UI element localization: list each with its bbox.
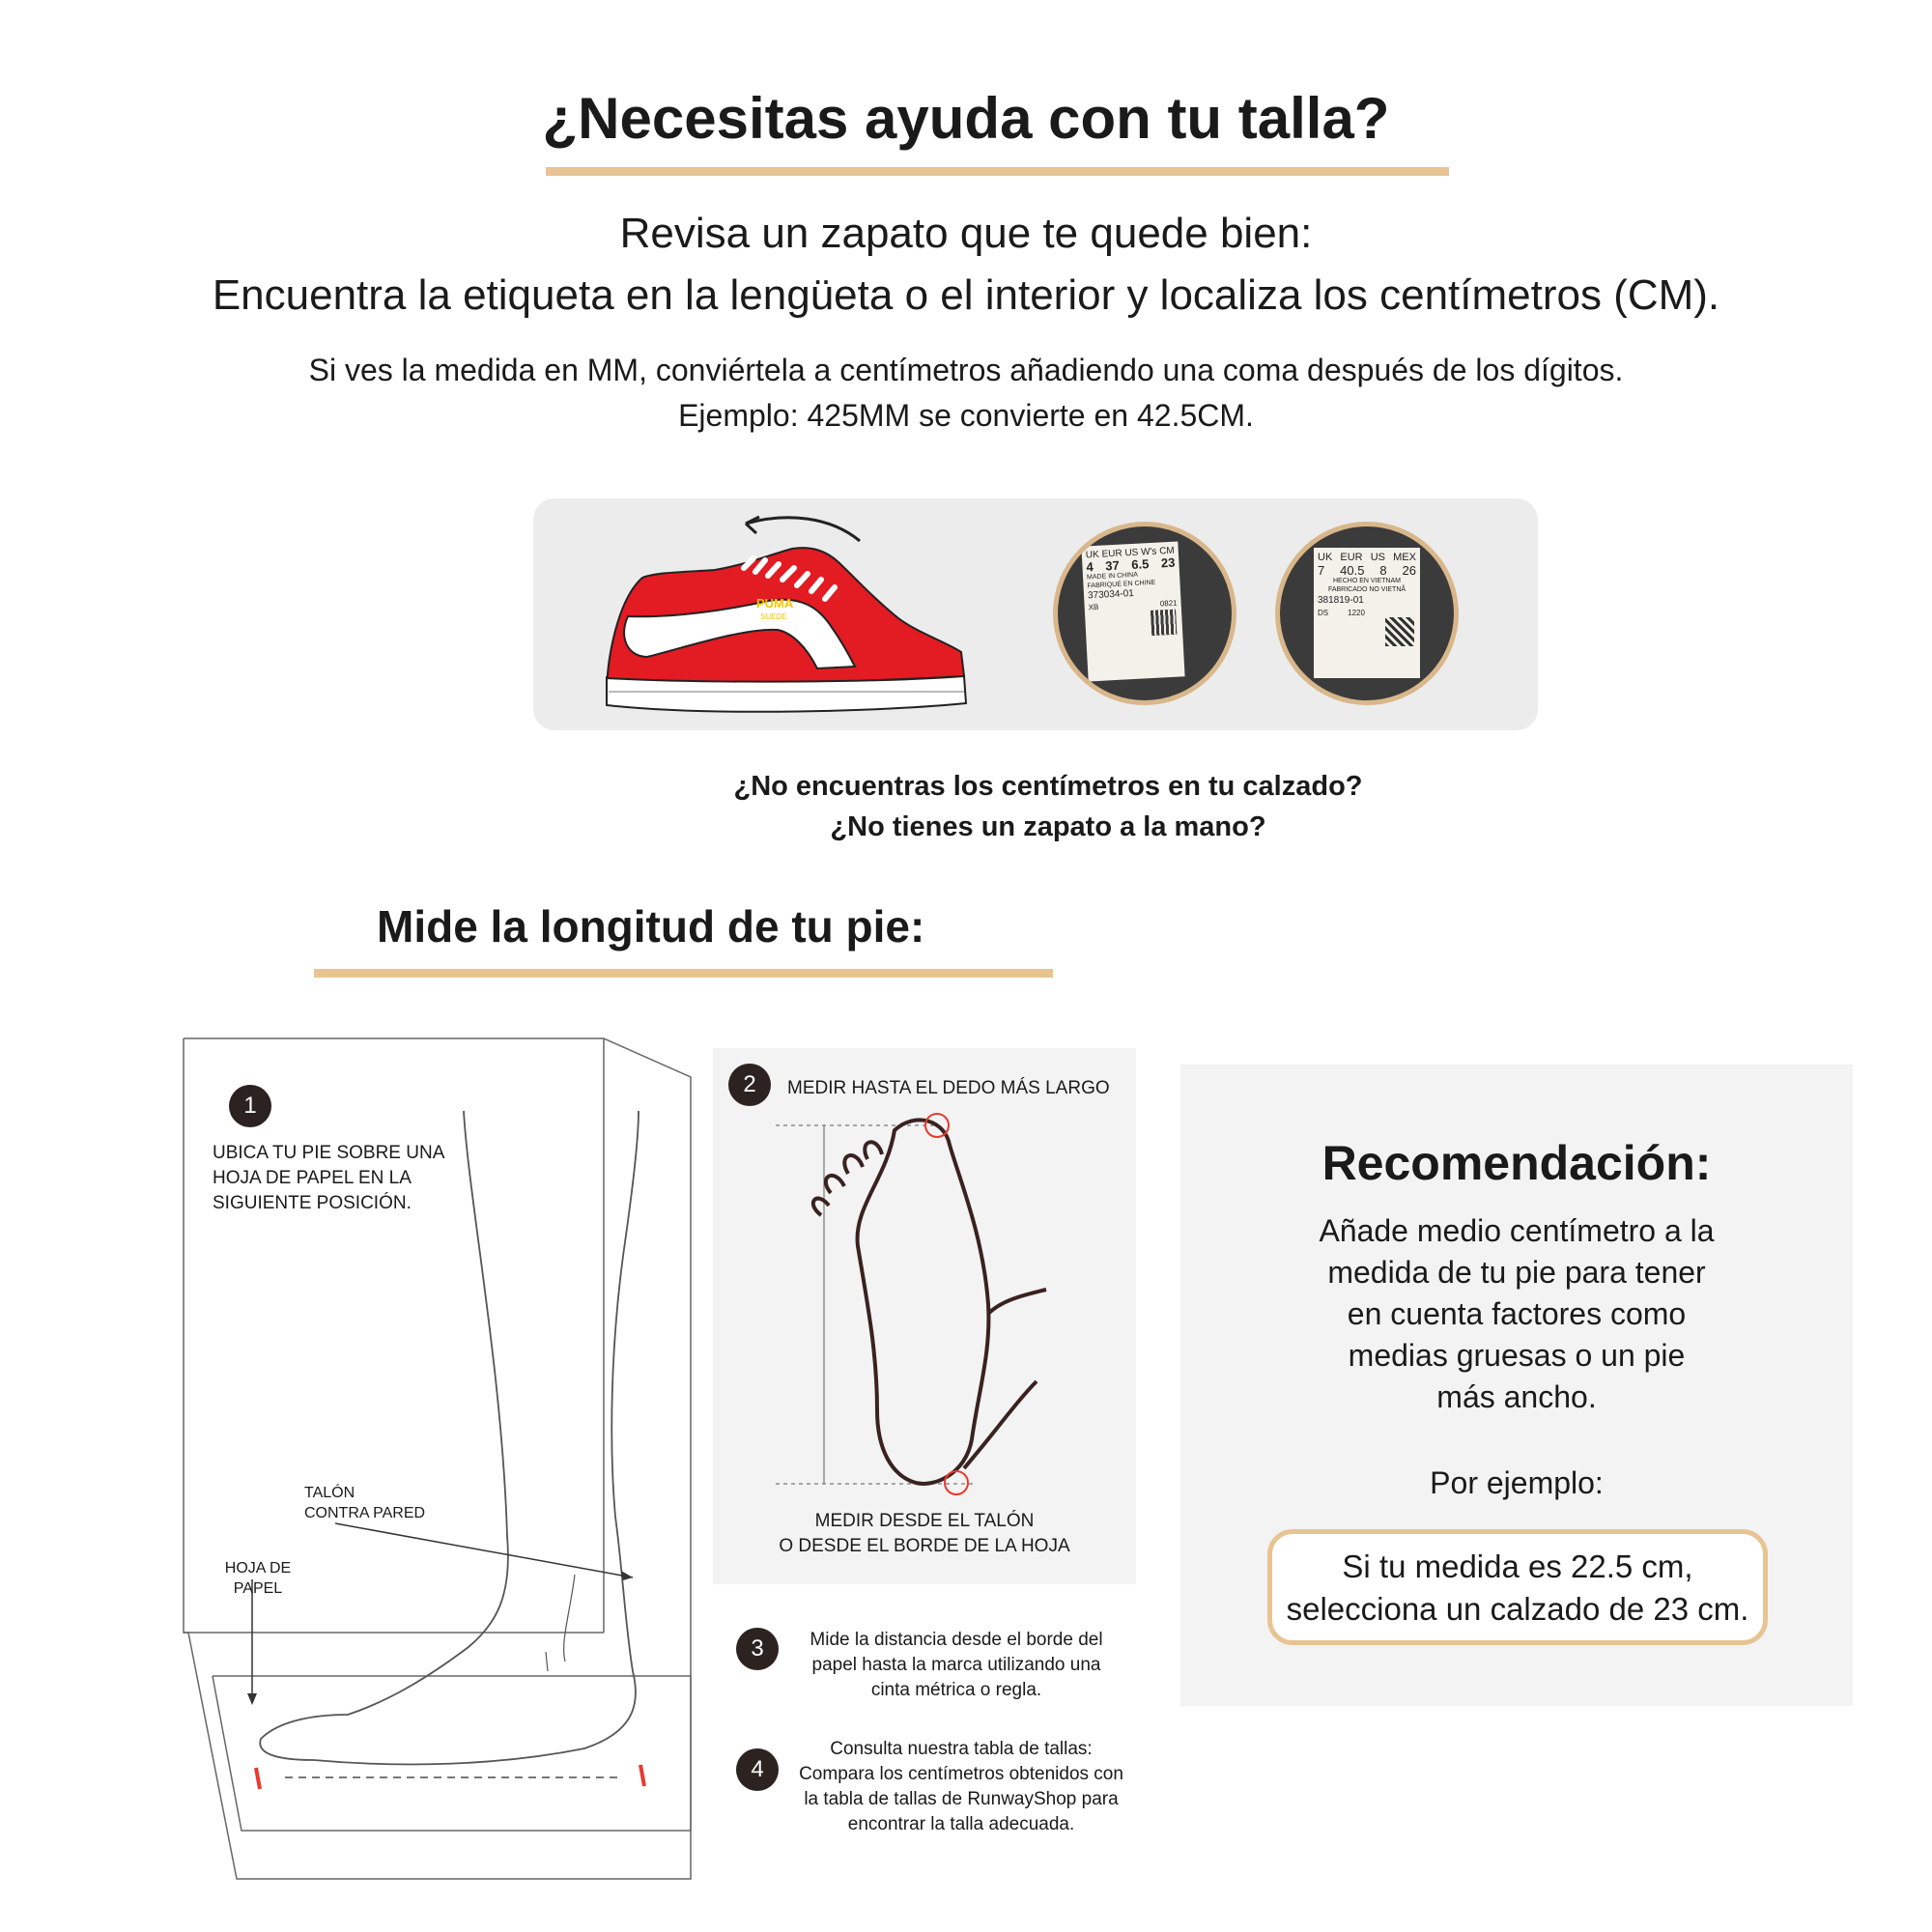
recommendation-text	[1180, 1210, 1853, 1418]
step2-bottom-text	[713, 1509, 1136, 1559]
sneaker-illustration	[599, 512, 985, 724]
label2-val-uk: 7	[1318, 563, 1325, 578]
label1-origin-1: MADE IN CHINA	[1086, 571, 1139, 582]
step1-text: UBICA TU PIE SOBRE UNA HOJA DE PAPEL EN LA SIGUIENTE POSICIÓN.	[213, 1143, 444, 1213]
paper-label	[214, 1558, 301, 1599]
label2-sub: DS	[1318, 609, 1329, 617]
label1-sub: XB	[1088, 602, 1099, 612]
recommendation-title: Recomendación:	[1321, 1136, 1712, 1190]
note-line-2: Ejemplo: 425MM se convierte en 42.5CM.	[678, 398, 1254, 433]
label1-qr-icon	[1151, 610, 1177, 636]
label2-col-us: US	[1370, 552, 1386, 563]
lead-line-1: Revisa un zapato que te quede bien:	[619, 210, 1313, 257]
example-box	[1267, 1529, 1768, 1645]
label2-col-uk: UK	[1318, 552, 1333, 563]
mm-note	[0, 348, 1932, 439]
label1-col-eur: EUR	[1101, 548, 1122, 560]
example-intro: Por ejemplo:	[1430, 1465, 1604, 1500]
size-label-photo-1	[1053, 522, 1236, 705]
label2-qr-icon	[1385, 617, 1414, 646]
label1-col-us: US W's	[1124, 546, 1157, 559]
label2-val-mex: 26	[1402, 563, 1416, 578]
label2-col-mex: MEX	[1393, 552, 1416, 563]
page-title: ¿Necesitas ayuda con tu talla?	[542, 86, 1390, 151]
size-label-tag-1	[1081, 541, 1184, 681]
label1-val-eur: 37	[1104, 557, 1121, 574]
step4-text: Consulta nuestra tabla de tallas: Compara los centímetros obtenidos con la tabla de tallas de RunwayShop para encontrar la talla adecuada.	[799, 1739, 1123, 1834]
example-line-1: Si tu medida es 22.5 cm,	[1342, 1548, 1693, 1584]
label1-batch: 0821	[1159, 598, 1178, 609]
recommendation-line-1: Añade medio centímetro a la	[1319, 1213, 1715, 1248]
measure-title-underline	[314, 969, 1053, 978]
recommendation-line-4: medias gruesas o un pie	[1348, 1338, 1686, 1373]
lead-text	[0, 203, 1932, 327]
foot-sole-illustration	[713, 1101, 1136, 1507]
step2-number-badge: 2	[728, 1064, 771, 1106]
label1-val-cm: 23	[1160, 554, 1176, 571]
measure-title: Mide la longitud de tu pie:	[377, 901, 925, 952]
question-2: ¿No tienes un zapato a la mano?	[830, 811, 1266, 842]
recommendation-line-5: más ancho.	[1436, 1379, 1597, 1414]
recommendation-line-3: en cuenta factores como	[1347, 1296, 1687, 1331]
example-line-2: selecciona un calzado de 23 cm.	[1286, 1591, 1749, 1627]
size-label-tag-2	[1314, 548, 1420, 678]
shoe-brand-text: PUMA	[756, 596, 794, 611]
label1-col-cm: CM	[1158, 545, 1176, 557]
label2-origin-2: FABRICADO NO VIETNÃ	[1327, 586, 1406, 593]
label2-val-us: 8	[1379, 563, 1387, 578]
step4-number-badge: 4	[736, 1748, 779, 1791]
label2-val-eur: 40.5	[1340, 563, 1365, 578]
shoe-model-text: SUEDE	[760, 612, 787, 621]
question-1: ¿No encuentras los centímetros en tu calzado?	[733, 771, 1363, 802]
step2-bottom-line-1: MEDIR DESDE EL TALÓN	[814, 1511, 1035, 1531]
lead-line-2: Encuentra la etiqueta en la lengüeta o el interior y localiza los centímetros (CM).	[212, 271, 1720, 319]
label1-code: 373034-01	[1087, 587, 1135, 602]
label2-vals	[1318, 564, 1416, 577]
heel-label-line-1: TALÓN	[304, 1485, 355, 1501]
label1-col-uk: UK	[1085, 549, 1100, 561]
heel-label	[304, 1483, 425, 1523]
step1-number-badge: 1	[229, 1085, 271, 1127]
note-line-1: Si ves la medida en MM, conviértela a centímetros añadiendo una coma después de los dígitos.	[308, 353, 1624, 387]
paper-label-line-2: PAPEL	[233, 1580, 283, 1597]
label1-val-uk: 4	[1086, 559, 1094, 575]
label2-batch: 1220	[1348, 609, 1365, 617]
help-questions	[0, 766, 1932, 847]
label2-col-eur: EUR	[1340, 552, 1363, 563]
step3-text: Mide la distancia desde el borde del papel hasta la marca utilizando una cinta métrica o regla.	[810, 1630, 1103, 1700]
step2-text: MEDIR HASTA EL DEDO MÁS LARGO	[787, 1078, 1110, 1098]
step2-bottom-line-2: O DESDE EL BORDE DE LA HOJA	[779, 1536, 1070, 1556]
paper-label-line-1: HOJA DE	[224, 1560, 292, 1577]
label1-origin-2: FABRIQUÉ EN CHINE	[1087, 579, 1156, 590]
label2-code: 381819-01	[1318, 595, 1364, 606]
recommendation-line-2: medida de tu pie para tener	[1327, 1255, 1706, 1290]
step3-number-badge: 3	[736, 1628, 779, 1670]
label2-cols	[1318, 552, 1416, 564]
title-underline	[546, 167, 1449, 176]
label2-origin-1: HECHO EN VIETNAM	[1332, 578, 1401, 584]
size-label-photo-2	[1275, 522, 1459, 705]
heel-label-line-2: CONTRA PARED	[304, 1505, 426, 1521]
label1-val-us: 6.5	[1130, 556, 1150, 573]
